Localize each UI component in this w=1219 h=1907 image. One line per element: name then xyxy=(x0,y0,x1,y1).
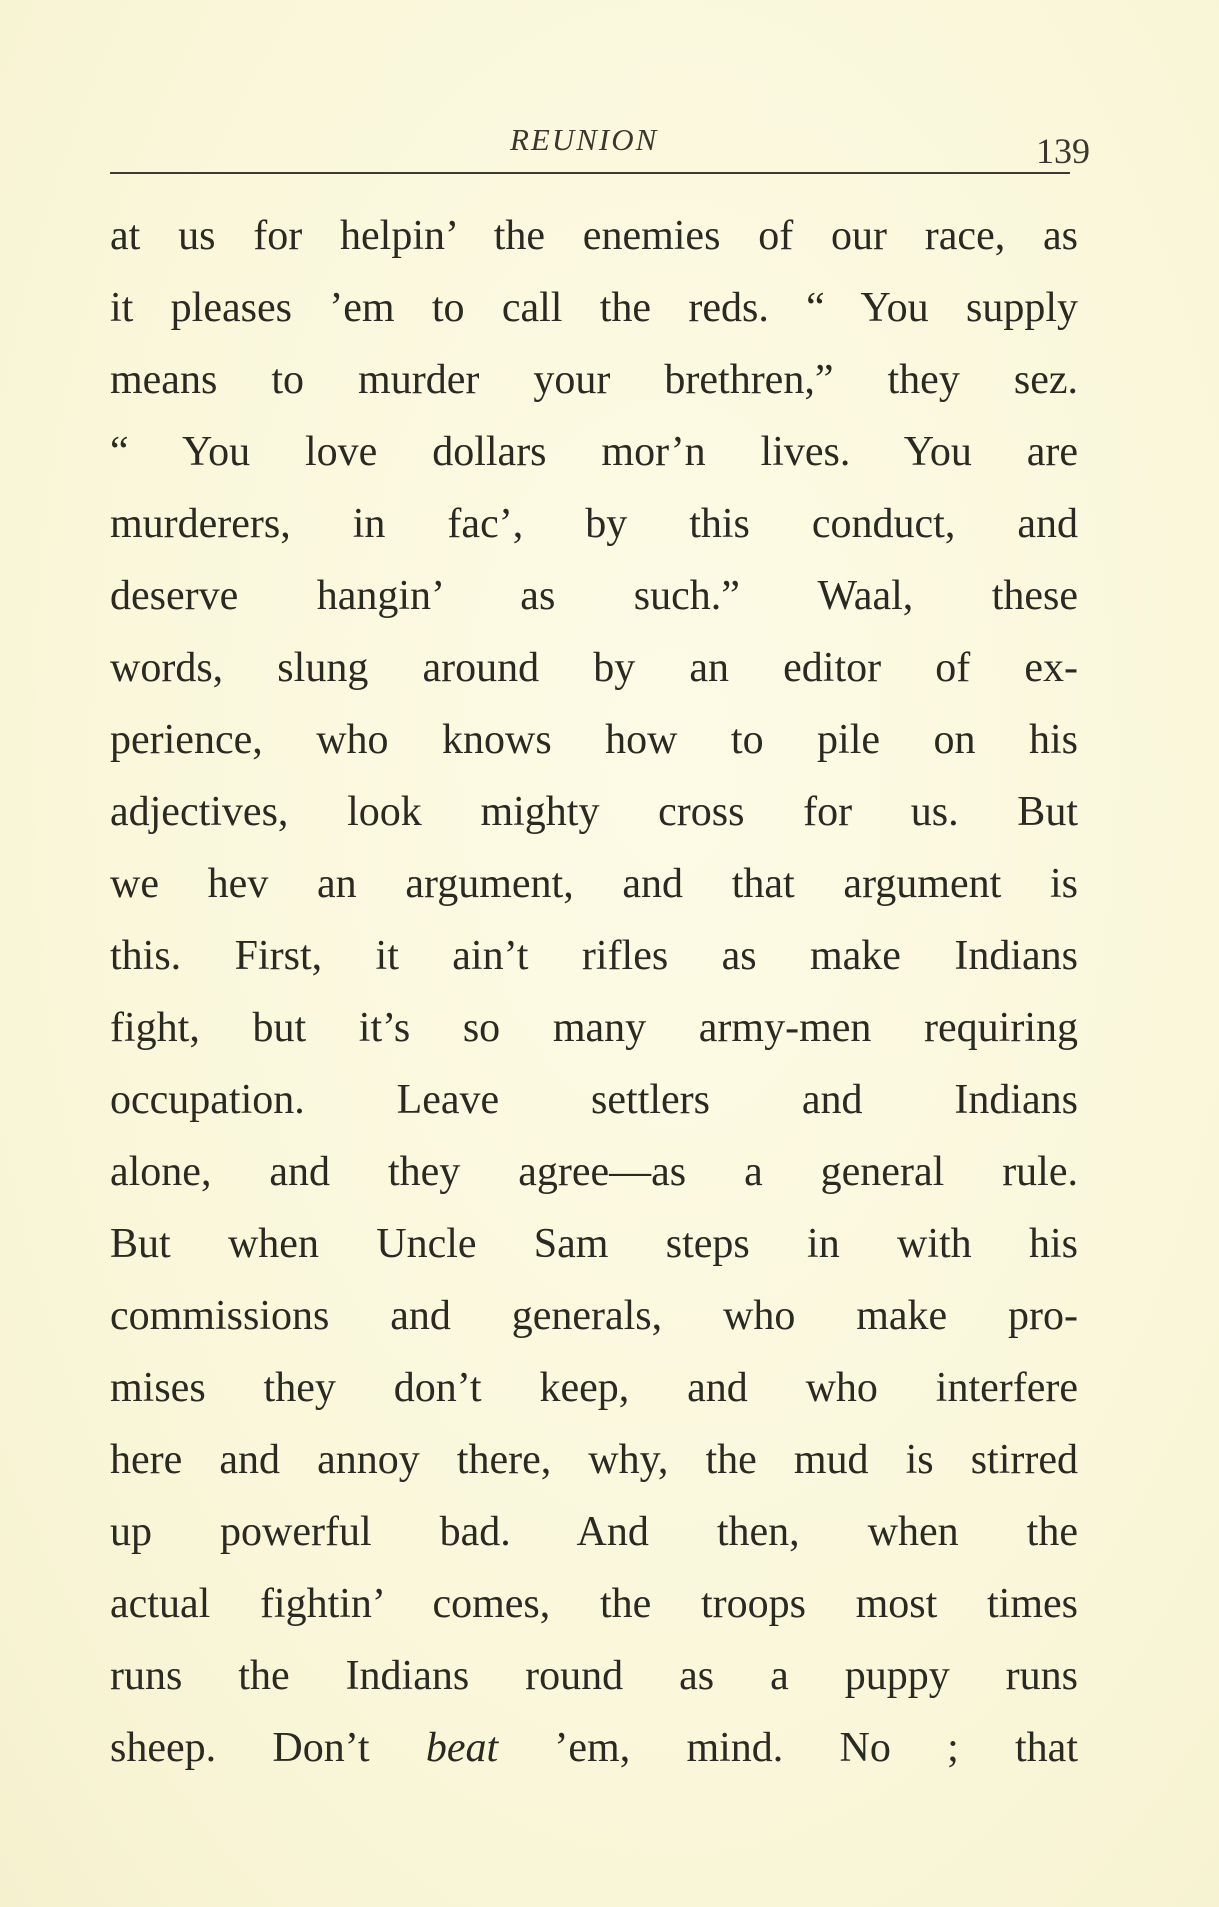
last-line-end: ’em, mind. No ; that xyxy=(498,1725,1078,1771)
text-line: this. First, it ain’t rifles as make Indians xyxy=(110,933,1078,979)
text-line: fight, but it’s so many army-men requiring xyxy=(110,1005,1078,1051)
text-line: it pleases ’em to call the reds. “ You supply xyxy=(110,285,1078,331)
text-line: mises they don’t keep, and who interfere xyxy=(110,1365,1078,1411)
text-line: “ You love dollars mor’n lives. You are xyxy=(110,429,1078,475)
text-line: deserve hangin’ as such.” Waal, these xyxy=(110,573,1078,619)
text-line: runs the Indians round as a puppy runs xyxy=(110,1653,1078,1699)
text-line: occupation. Leave settlers and Indians xyxy=(110,1077,1078,1123)
text-line: alone, and they agree—as a general rule. xyxy=(110,1149,1078,1195)
emphasized-word: beat xyxy=(425,1725,499,1771)
running-head: REUNION xyxy=(510,122,659,157)
text-line: at us for helpin’ the enemies of our race, as xyxy=(110,213,1078,259)
text-line: up powerful bad. And then, when the xyxy=(110,1509,1078,1555)
header-rule xyxy=(110,172,1070,174)
text-line: words, slung around by an editor of ex- xyxy=(110,645,1078,691)
page-header xyxy=(110,108,1090,178)
text-line: perience, who knows how to pile on his xyxy=(110,717,1078,763)
text-line: But when Uncle Sam steps in with his xyxy=(110,1221,1078,1267)
body-text xyxy=(110,200,1078,1784)
text-line: adjectives, look mighty cross for us. But xyxy=(110,789,1078,835)
page-number: 139 xyxy=(1036,131,1090,171)
text-line: murderers, in fac’, by this conduct, and xyxy=(110,501,1078,547)
text-line: means to murder your brethren,” they sez. xyxy=(110,357,1078,403)
text-line: we hev an argument, and that argument is xyxy=(110,861,1078,907)
text-line: actual fightin’ comes, the troops most times xyxy=(110,1581,1078,1627)
text-line: commissions and generals, who make pro- xyxy=(110,1293,1078,1339)
text-line: here and annoy there, why, the mud is stirred xyxy=(110,1437,1078,1483)
text-line-last xyxy=(110,1712,1078,1784)
last-line-start: sheep. Don’t xyxy=(110,1725,426,1771)
